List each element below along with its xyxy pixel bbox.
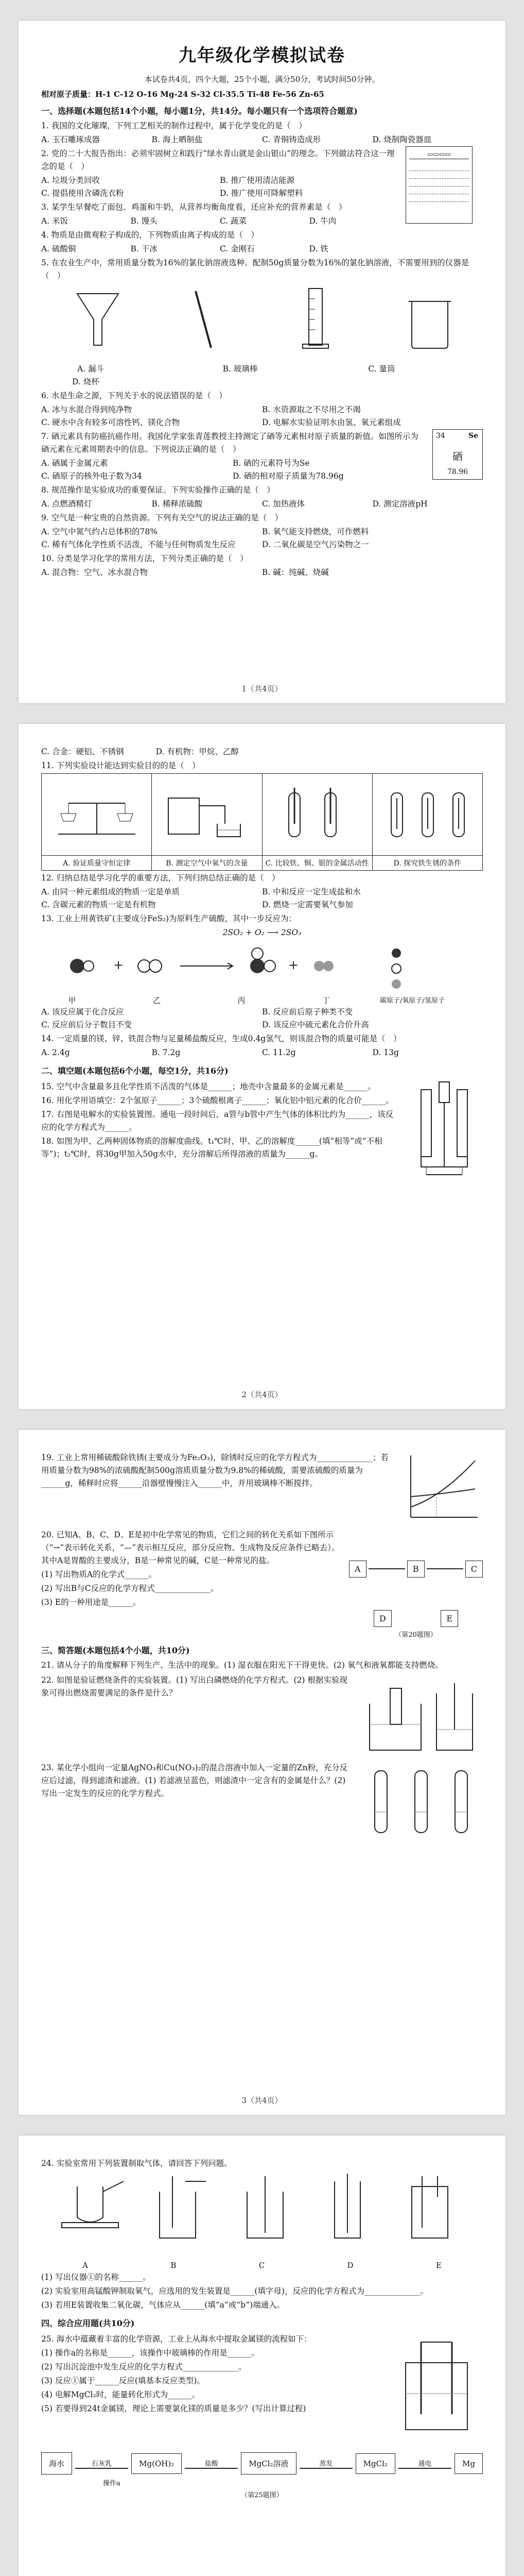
option: D. 13g: [372, 1048, 399, 1057]
experiment-d-label: D. 探究铁生锈的条件: [372, 856, 482, 871]
atom-legend-labels: 碳原子/氧原子/氢原子: [380, 997, 445, 1005]
flow-arrow-2: 盐酸: [185, 2458, 238, 2469]
flow-arrow-3: 蒸发: [300, 2458, 353, 2469]
option: C. 提倡使用含磷洗衣粉: [41, 189, 124, 198]
chain-lower: [349, 1610, 483, 1627]
exam-notice: 本试卷共4页，四个大题，25个小题，满分50分，考试时间50分钟。: [144, 75, 380, 84]
question-25-ask-2: (2) 写出沉淀池中发生反应的化学方程式______________。: [41, 2362, 247, 2371]
label-jia: 甲: [68, 996, 76, 1005]
option: D. 燃烧一定需要氧气参加: [262, 900, 353, 909]
question-19-row: [41, 1450, 483, 1528]
flow-node-mg: Mg: [455, 2453, 483, 2474]
question-16: 16. 用化学用语填空：2个氢原子______；3个硫酸根离子______；氧化铝中铝元素的化合价______。: [41, 1096, 394, 1105]
option: B. 中和反应一定生成盐和水: [262, 887, 361, 896]
apparatus-labels: [41, 2261, 483, 2270]
apparatus-a-icon: [62, 2181, 124, 2228]
experiment-a-label: A. 验证质量守恒定律: [42, 856, 152, 871]
chain-diagram: [349, 1528, 483, 1610]
atomic-number: 34: [436, 432, 445, 440]
question-9-options: [41, 526, 483, 551]
flow-node-mgcl2-solution: MgCl₂溶液: [241, 2452, 296, 2475]
molecule-jia-icon: [70, 959, 94, 973]
question-22-row: [41, 1673, 483, 1760]
question-5-apparatus: [41, 283, 483, 361]
node-c: C: [465, 1561, 483, 1578]
figure-caption: （第25题图）: [241, 2492, 283, 2499]
option: A. 该反应属于化合反应: [41, 1007, 124, 1016]
question-20-figure: [349, 1528, 483, 1639]
flow-arrow-4: 通电: [398, 2458, 451, 2469]
question-10-options: [41, 566, 483, 579]
flow-node-mgoh2: Mg(OH)₂: [131, 2453, 182, 2474]
figure-caption: （第20题图）: [395, 1631, 437, 1639]
svg-text:+: +: [288, 958, 299, 972]
option: B. 干冰: [130, 244, 158, 253]
option: C. 硒原子的核外电子数为34: [41, 471, 142, 481]
question-3-options: [41, 215, 398, 228]
section-3-heading: 三、简答题(本题包括4个小题，共10分): [41, 1646, 190, 1655]
option: C. 反应前后分子数目不变: [41, 1020, 132, 1029]
question-7-row: [41, 429, 483, 483]
question-7: 7. 硒元素具有防癌抗癌作用。我国化学家张青莲教授主持测定了硒等元素相对原子质量的新值。如图所示为硒元素在元素周期表中的信息。下列说法正确的是（ ）: [41, 432, 418, 454]
label-figure: [406, 146, 483, 224]
question-24-ask-1: (1) 写出仪器①的名称______。: [41, 2273, 151, 2282]
option: C. 青铜铸造成形: [262, 135, 321, 144]
atomic-masses: 相对原子质量：H-1 C-12 O-16 Mg-24 S-32 Cl-35.5 Ti-48 Fe-56 Zn-65: [41, 90, 324, 99]
atom-legend: [392, 948, 401, 989]
molecule-diagram: [41, 940, 483, 997]
question-5: 5. 在农业生产中，常用质量分数为16%的氯化钠溶液选种。配制50g质量分数为16%的氯化钠溶液，不需要用到的仪器是（ ）: [41, 258, 469, 280]
question-5-options: [41, 363, 483, 388]
combustion-apparatus: [359, 1673, 483, 1760]
question-13: 13. 工业上用黄铁矿(主要成分FeS₂)为原料生产硫酸，其中一步反应为：: [41, 914, 297, 923]
option: C. 蔬菜: [220, 216, 247, 226]
legend-hydrogen: 氢原子: [424, 997, 445, 1005]
option: B. 推广使用清洁能源: [220, 176, 295, 185]
exam-page-3: [19, 1430, 505, 2115]
fill-in-row: [41, 1079, 483, 1182]
oxygen-apparatus-icon: [158, 783, 256, 844]
question-25-row: [41, 2332, 483, 2445]
question-1: 1. 我国的文化璀璨，下列工艺相关的制作过程中，属于化学变化的是（ ）: [41, 121, 307, 130]
question-8: 8. 规范操作是实验成功的重要保证。下列实验操作正确的是（ ）: [41, 485, 275, 495]
electrolysis-cell-figure: [390, 2332, 483, 2445]
experiment-a-cell: [42, 774, 152, 856]
question-14-options: [41, 1046, 483, 1059]
question-2-options: [41, 174, 398, 200]
option: A. 2.4g: [41, 1048, 70, 1057]
question-25-ask-1: (1) 操作a的名称是______，该操作中玻璃棒的作用是______。: [41, 2348, 259, 2358]
option: C. 加热液体: [262, 499, 305, 509]
exam-page-2: [19, 724, 505, 1409]
electrolysis-apparatus: [406, 1079, 483, 1182]
test-tubes-figure: [359, 1760, 483, 1848]
option: D. 该反应中硫元素化合价升高: [262, 1020, 369, 1029]
option: C. 稀有气体化学性质不活泼，不能与任何物质发生反应: [41, 540, 236, 549]
option: B. 7.2g: [151, 1048, 181, 1057]
question-12: 12. 归纳总结是学习化学的重要方法，下列归纳总结正确的是（ ）: [41, 873, 280, 883]
question-3: 3. 某学生早餐吃了面包、鸡蛋和牛奶，从营养均衡角度看，还应补充的营养素是（ ）: [41, 202, 347, 212]
experiment-b-label: B. 测定空气中氧气的含量: [152, 856, 262, 871]
option: D. 牛肉: [309, 216, 337, 226]
experiment-d-cell: [372, 774, 482, 856]
option: D. 二氧化碳是空气污染物之一: [262, 540, 369, 549]
option: A. 硫酸铜: [41, 244, 76, 253]
option: D. 烧杯: [72, 377, 99, 386]
apparatus-label: C: [258, 2261, 265, 2270]
question-20-ask-2: (2) 写出B与C反应的化学方程式______________。: [41, 1584, 219, 1593]
legend-carbon: 碳原子: [380, 997, 400, 1005]
page-footer: 2（共4页）: [241, 1390, 283, 1399]
section-1-heading: 一、选择题(本题包括14个小题，每小题1分，共14分。每小题只有一个选项符合题意): [41, 106, 358, 116]
question-17: 17. 右图是电解水的实验装置图。通电一段时间后，a管与b管中产生气体的体积比约为______，该反应的化学方程式为______。: [41, 1110, 394, 1132]
question-25-ask-3: (3) 反应①属于______反应(填基本反应类型)。: [41, 2376, 205, 2385]
option: A. 垃圾分类回收: [41, 176, 100, 185]
apparatus-d-icon: [335, 2174, 360, 2238]
question-11: 11. 下列实验设计能达到实验目的的是（ ）: [41, 761, 200, 770]
label-ding: 丁: [322, 996, 330, 1005]
option: C. 量筒: [368, 364, 395, 374]
experiment-c-cell: [262, 774, 372, 856]
question-24: 24. 实验室常用下列装置制取气体，请回答下列问题。: [41, 2159, 232, 2168]
question-13-options: [41, 1006, 483, 1031]
option: B. 反应前后原子种类不变: [262, 1007, 353, 1016]
molecule-yi-icon: [138, 960, 162, 972]
option: B. 碱：纯碱、烧碱: [262, 568, 329, 577]
exam-title: 九年级化学模拟试卷: [179, 45, 345, 66]
question-12-options: [41, 886, 483, 911]
option: A. 米饭: [41, 216, 68, 226]
question-18: 18. 如图为甲、乙两种固体物质的溶解度曲线。t₁℃时，甲、乙的溶解度______(填“相等”或“不相等”)；t₂℃时，将30g甲加入50g水中，充分溶解后所得溶液的质量为______g。: [41, 1137, 382, 1159]
node-d: D: [374, 1610, 392, 1627]
node-b: B: [407, 1561, 425, 1578]
apparatus-label: D: [347, 2261, 354, 2270]
question-9: 9. 空气是一种宝贵的自然资源。下列有关空气的说法正确的是（ ）: [41, 513, 283, 522]
option: B. 海上晒制盐: [151, 135, 203, 144]
flow-node-mgcl2: MgCl₂: [356, 2453, 395, 2474]
question-25-ask-5: (5) 若要得到24t金属镁，理论上需要氯化镁的质量是多少？(写出计算过程): [41, 2404, 306, 2413]
question-6-options: [41, 403, 483, 429]
option: A. 点燃酒精灯: [41, 499, 92, 509]
molecule-ding-icon: [314, 961, 334, 971]
label-header-icon: ▭▭▭▭: [409, 150, 469, 159]
rust-tubes-icon: [378, 783, 476, 844]
option: D. 电解水实验证明水由氢、氧元素组成: [262, 418, 401, 427]
apparatus-label: E: [435, 2261, 442, 2270]
page-footer: 3（共4页）: [241, 2096, 283, 2105]
balance-icon: [48, 783, 146, 844]
option: A. 漏斗: [77, 364, 104, 374]
page-footer: 1（共4页）: [241, 684, 283, 693]
metal-test-tubes-icon: [268, 783, 366, 844]
nutrition-label: [406, 146, 473, 224]
option: C. 11.2g: [262, 1048, 296, 1057]
option: B. 水资源取之不尽用之不竭: [262, 405, 361, 414]
graduated-cylinder-icon: [303, 289, 328, 348]
question-20-row: [41, 1528, 483, 1639]
node-e: E: [441, 1610, 458, 1627]
option: A. 硒属于金属元素: [41, 459, 108, 468]
question-14: 14. 一定质量的镁、锌、铁混合物与足量稀盐酸反应，生成0.4g氢气，则该混合物的质量可能是（ ）: [41, 1034, 401, 1043]
question-25-ask-4: (4) 电解MgCl₂时，能量转化形式为______。: [41, 2390, 200, 2399]
apparatus-label: A: [82, 2261, 88, 2270]
svg-text:+: +: [113, 958, 124, 972]
option: D. 硒的相对原子质量为78.96g: [233, 471, 344, 481]
element-name: 硒: [452, 450, 463, 463]
option: A. 混合物：空气、冰水混合物: [41, 568, 148, 577]
question-10-continued: C. 合金：硬铝、不锈钢 D. 有机物：甲烷、乙醇: [41, 747, 239, 756]
element-symbol: Se: [468, 432, 478, 440]
question-20-ask-1: (1) 写出物质A的化学式______。: [41, 1570, 157, 1579]
arrow-a-b: [369, 1568, 405, 1569]
question-2-row: [41, 146, 483, 256]
exam-page-1: [19, 21, 505, 703]
option: C. 含碳元素的物质一定是有机物: [41, 900, 156, 909]
question-20-ask-3: (3) E的一种用途是______。: [41, 1598, 141, 1607]
question-23-row: [41, 1760, 483, 1848]
section-4-heading: 四、综合应用题(共10分): [41, 2318, 135, 2328]
question-8-options: [41, 498, 483, 511]
beaker-icon: [409, 301, 451, 348]
funnel-icon: [77, 294, 118, 345]
question-13-equation: 2SO₂ + O₂ ⟶ 2SO₃: [222, 928, 302, 937]
molecule-bing-icon: [250, 948, 275, 973]
question-25: 25. 海水中蕴藏着丰富的化学资源，工业上从海水中提取金属镁的流程如下：: [41, 2334, 312, 2344]
apparatus-c-icon: [247, 2176, 283, 2238]
question-2: 2. 党的二十大报告指出：必须牢固树立和践行“绿水青山就是金山银山”的理念。下列做法符合这一理念的是（ ）: [41, 149, 395, 171]
node-a: A: [349, 1561, 366, 1578]
option: B. 氧气能支持燃烧，可作燃料: [262, 527, 369, 536]
question-19: 19. 工业上常用稀硫酸除铁锈(主要成分为Fe₂O₃)，除锈时反应的化学方程式为______________；若用质量分数为98%的浓硫酸配制500g溶质质量分数为9.8%的稀硫酸，需要浓硫酸的质量为______g，稀释时应将______沿器壁慢慢注入______中，并用玻璃棒不断搅拌。: [41, 1453, 389, 1488]
option: C. 硬水中含有较多可溶性钙、镁化合物: [41, 418, 180, 427]
question-10: 10. 分类是学习化学的常用方法，下列分类正确的是（ ）: [41, 554, 248, 563]
experiment-c-label: C. 比较铁、铜、银的金属活动性: [262, 856, 372, 871]
apparatus-label: B: [170, 2261, 177, 2270]
question-15: 15. 空气中含量最多且化学性质不活泼的气体是______；地壳中含量最多的金属元素是______。: [41, 1082, 376, 1091]
question-6: 6. 水是生命之源，下列关于水的说法错误的是（ ）: [41, 391, 227, 400]
flow-arrow-1: 石灰乳: [75, 2458, 128, 2469]
question-11-figure-table: [41, 773, 483, 871]
option: D. 测定溶液pH: [372, 499, 428, 509]
option: C. 金刚石: [220, 244, 255, 253]
solubility-curve: [400, 1450, 483, 1528]
question-4: 4. 物质是由微观粒子构成的，下列物质由离子构成的是（ ）: [41, 230, 259, 240]
flow-node-seawater: 海水: [41, 2452, 72, 2475]
label-yi: 乙: [152, 996, 161, 1005]
section-2-heading: 二、填空题(本题包括6个小题，每空1分，共16分): [41, 1066, 229, 1076]
apparatus-b-icon: [160, 2176, 206, 2238]
option: B. 馒头: [130, 216, 158, 226]
question-24-ask-3: (3) 若用E装置收集二氧化碳，气体应从______(填“a”或“b”)端通入。: [41, 2300, 285, 2310]
option: B. 玻璃棒: [222, 364, 258, 374]
flow-operation-label: 操作a: [103, 2480, 120, 2487]
apparatus-e-icon: [412, 2176, 448, 2238]
flow-row: [41, 2452, 483, 2475]
experiment-b-cell: [152, 774, 262, 856]
question-20: 20. 已知A、B、C、D、E是初中化学常见的物质，它们之间的转化关系如下图所示（“→”表示转化关系，“—”表示相互反应，部分反应物、生成物及反应条件已略去）。其中A是胃酸的主要成分，B是一种常见的碱，C是一种常见的盐。: [41, 1530, 340, 1565]
label-bing: 丙: [237, 996, 246, 1005]
legend-oxygen: 氧原子: [402, 997, 423, 1005]
question-24-ask-2: (2) 实验室用高锰酸钾制取氧气，应选用的发生装置是______(填字母)，反应的化学方程式为______________。: [41, 2286, 428, 2296]
option: A. 玉石雕琢成器: [41, 135, 100, 144]
option: D. 铁: [309, 244, 328, 253]
option: B. 硒的元素符号为Se: [233, 459, 310, 468]
option: A. 空气中氮气约占总体积的78%: [41, 527, 158, 536]
option: A. 由同一种元素组成的物质一定是单质: [41, 887, 180, 896]
selenium-element-card: [432, 429, 483, 480]
atomic-mass: 78.96: [447, 468, 468, 476]
option: A. 冰与水混合得到纯净物: [41, 405, 132, 414]
option: D. 烧制陶瓷器皿: [372, 135, 432, 144]
option: B. 稀释浓硫酸: [151, 499, 203, 509]
question-23: 23. 某化学小组向一定量AgNO₃和Cu(NO₃)₂的混合溶液中加入一定量的Zn粉，充分反应后过滤，得到滤渣和滤液。(1) 若滤液呈蓝色，则滤渣中一定含有的金属是什么？(2) 写出一定发生的反应的化学方程式。: [41, 1763, 348, 1798]
glass-rod-icon: [196, 291, 211, 348]
answer-space: [41, 2499, 483, 2576]
option: D. 推广使用可降解塑料: [220, 189, 303, 198]
question-21: 21. 请从分子的角度解释下列生产、生活中的现象。(1) 湿衣服在阳光下干得更快。(2) 氧气和液氧都能支持燃烧。: [41, 1660, 443, 1670]
gas-apparatus-row: [41, 2171, 483, 2259]
magnesium-flow-chart: [41, 2452, 483, 2499]
question-22: 22. 如图是验证燃烧条件的实验装置。(1) 写出白磷燃烧的化学方程式。(2) 根据实验现象可得出燃烧需要满足的条件是什么？: [41, 1675, 347, 1698]
question-7-options: [41, 457, 424, 483]
arrow-b-c: [427, 1568, 463, 1569]
question-1-options: [41, 133, 483, 146]
question-4-options: [41, 243, 398, 256]
exam-page-4: [19, 2136, 505, 2576]
